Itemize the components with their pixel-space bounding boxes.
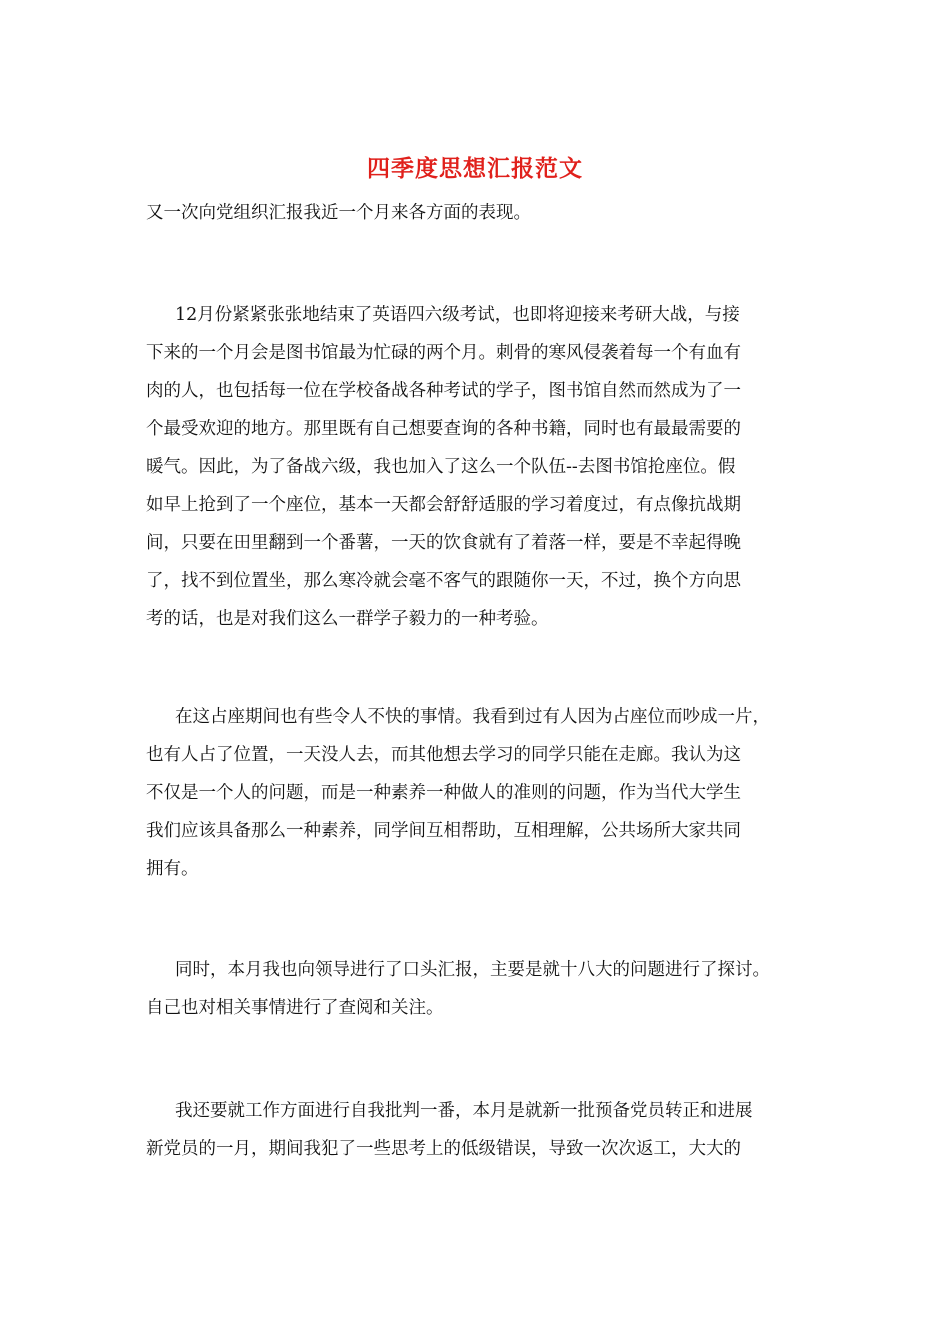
intro-line: 又一次向党组织汇报我近一个月来各方面的表现。	[146, 203, 531, 223]
paragraph-line: 了，找不到位置坐，那么寒冷就会毫不客气的跟随你一天，不过，换个方向思	[146, 571, 741, 591]
paragraph-line: 暖气。因此，为了备战六级，我也加入了这么一个队伍--去图书馆抢座位。假	[146, 457, 736, 477]
paragraph-line: 我们应该具备那么一种素养，同学间互相帮助，互相理解，公共场所大家共同	[146, 821, 741, 841]
paragraph-line: 在这占座期间也有些令人不快的事情。我看到过有人因为占座位而吵成一片，	[175, 707, 770, 727]
paragraph-line: 间，只要在田里翻到一个番薯，一天的饮食就有了着落一样，要是不幸起得晚	[146, 533, 741, 553]
paragraph-line: 肉的人，也包括每一位在学校备战各种考试的学子，图书馆自然而然成为了一	[146, 381, 741, 401]
document-title: 四季度思想汇报范文	[367, 155, 583, 182]
paragraph-line: 我还要就工作方面进行自我批判一番，本月是就新一批预备党员转正和进展	[175, 1101, 753, 1121]
paragraph-line: 如早上抢到了一个座位，基本一天都会舒舒适服的学习着度过，有点像抗战期	[146, 495, 741, 515]
paragraph-line: 下来的一个月会是图书馆最为忙碌的两个月。刺骨的寒风侵袭着每一个有血有	[146, 343, 741, 363]
paragraph-line: 同时，本月我也向领导进行了口头汇报，主要是就十八大的问题进行了探讨。	[175, 960, 770, 980]
paragraph-line: 个最受欢迎的地方。那里既有自己想要查询的各种书籍，同时也有最最需要的	[146, 419, 741, 439]
paragraph-line: 自己也对相关事情进行了查阅和关注。	[146, 998, 444, 1018]
paragraph-line: 也有人占了位置，一天没人去，而其他想去学习的同学只能在走廊。我认为这	[146, 745, 741, 765]
paragraph-line: 12月份紧紧张张地结束了英语四六级考试，也即将迎接来考研大战，与接	[175, 305, 740, 325]
paragraph-line: 考的话，也是对我们这么一群学子毅力的一种考验。	[146, 609, 549, 629]
paragraph-line: 新党员的一月，期间我犯了一些思考上的低级错误，导致一次次返工，大大的	[146, 1139, 741, 1159]
paragraph-line: 拥有。	[146, 859, 199, 879]
paragraph-line: 不仅是一个人的问题，而是一种素养一种做人的准则的问题，作为当代大学生	[146, 783, 741, 803]
